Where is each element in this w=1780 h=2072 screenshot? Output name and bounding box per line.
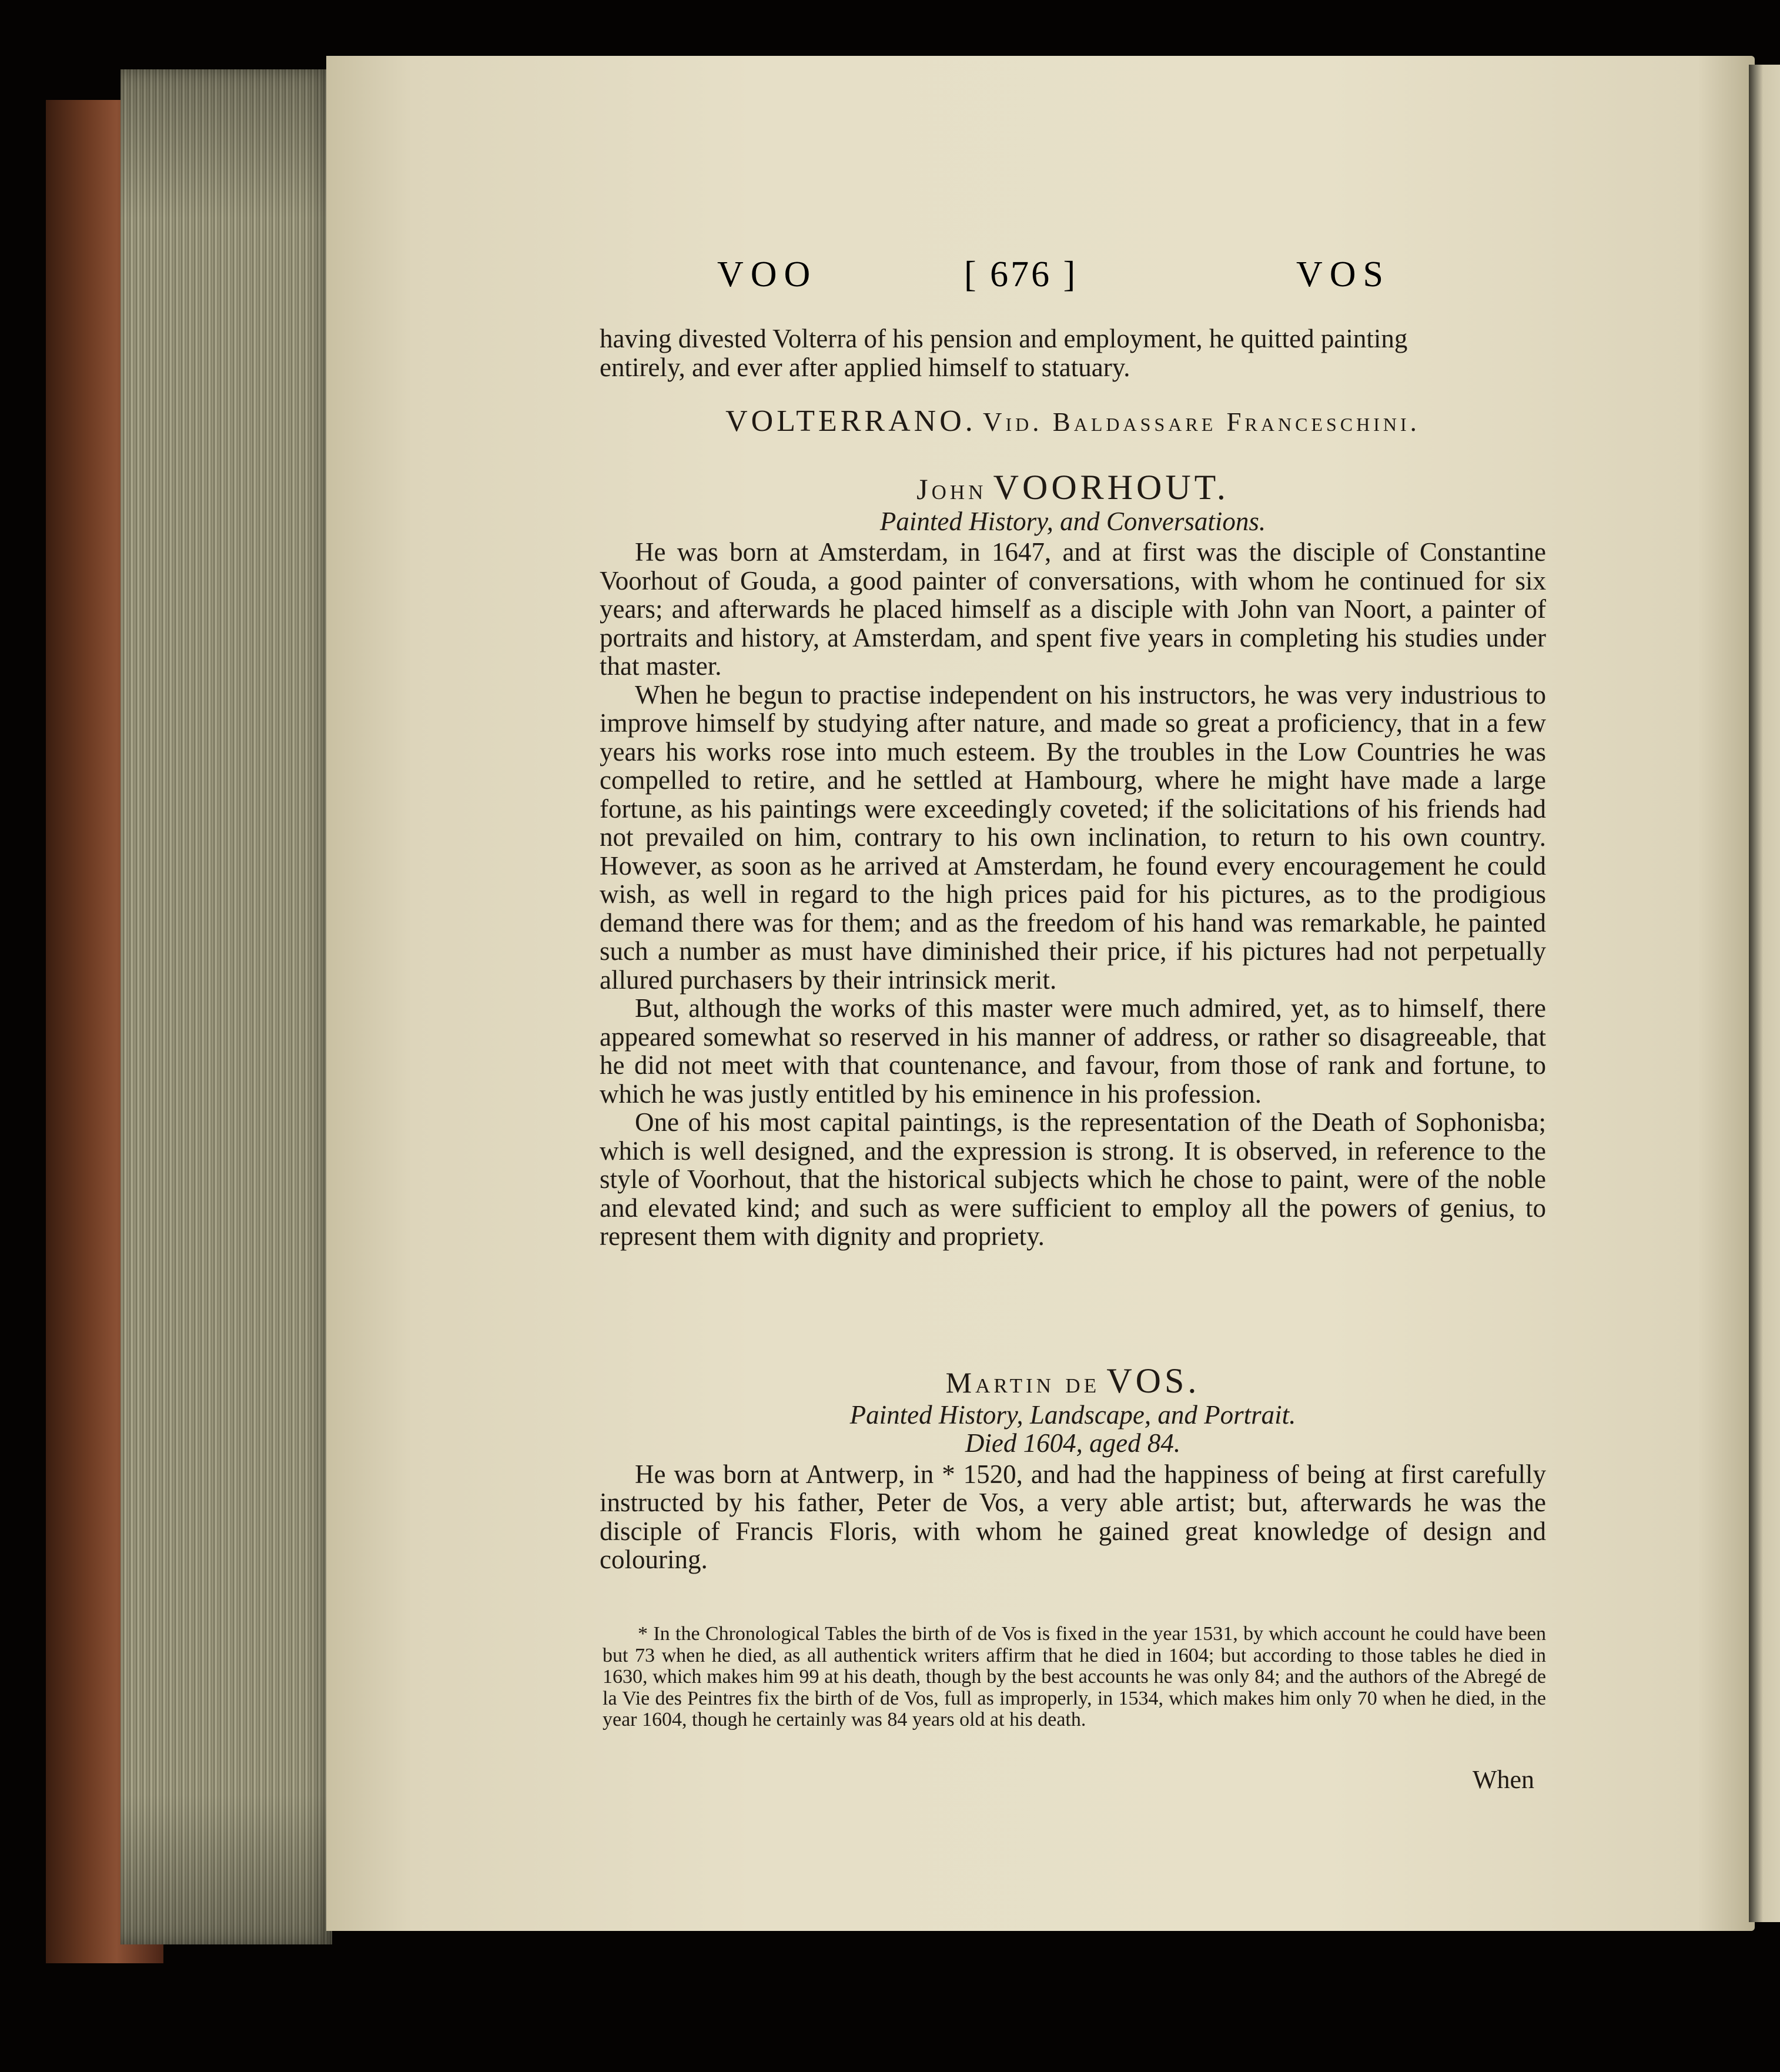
intro-line: entirely, and ever after applied himself to statuary.: [600, 352, 1130, 382]
devos-entry: [600, 1361, 1546, 1574]
paragraph: He was born at Antwerp, in * 1520, and had the happiness of being at first carefully instructed by his father, Peter de Vos, a very able artist; but, afterwards he was the disciple of Francis Floris, with whom he gained great knowledge of design and colouring.: [600, 1459, 1546, 1574]
paragraph: He was born at Amsterdam, in 1647, and at first was the disciple of Constantine Voorhout of Gouda, a good painter of conversations, with whom he continued for six years; and afterwards he placed himself as a disciple with John van Noort, a painter of portraits and history, at Amsterdam, and spent five years in completing his studies under that master.: [600, 537, 1546, 681]
volterrano-entry: [600, 404, 1546, 438]
volterrano-name: VOLTERRANO.: [725, 404, 976, 438]
footnote-text: * In the Chronological Tables the birth of de Vos is fixed in the year 1531, by which account he could have been but 73 when he died, as all authentick writers affirm that he died in 1604; but according to those tables he died in 1630, which makes him 99 at his death, though by the best accounts he was only 84; and the authors of the Abregé de la Vie des Peintres fix the birth of de Vos, full as improperly, in 1534, which makes him only 70 when he died, in the year 1604, though he certainly was 84 years old at his death.: [603, 1623, 1546, 1730]
voorhout-heading: [600, 468, 1546, 507]
devos-surname: VOS.: [1106, 1361, 1200, 1400]
catchword: When: [1473, 1765, 1535, 1794]
running-head-left: VOO: [717, 255, 818, 294]
footnote: [603, 1624, 1546, 1731]
paragraph: One of his most capital paintings, is the representation of the Death of Sophonisba; which is well designed, and the expression is strong. It is observed, in reference to the style of Voorhout, that the historical subjects which he chose to paint, were of the noble and elevated kind; and such as were sufficient to employ all the powers of genius, to represent them with dignity and propriety.: [600, 1107, 1546, 1251]
page-number: [ 676 ]: [964, 255, 1078, 294]
voorhout-surname: VOORHOUT.: [993, 468, 1229, 507]
facing-page-edge: [1749, 65, 1780, 1922]
running-head: [600, 254, 1423, 295]
devos-subtitle: Painted History, Landscape, and Portrait.: [849, 1400, 1296, 1430]
voorhout-first-name: John: [916, 473, 987, 506]
voorhout-entry: [600, 468, 1546, 1251]
paragraph: But, although the works of this master were much admired, yet, as to himself, there appeared somewhat so reserved in his manner of address, or rather so disagreeable, that he did not meet with that countenance, and favour, from those of rank and fortune, to which he was justly entitled by his eminence in his profession.: [600, 993, 1546, 1109]
intro-text: [600, 324, 1546, 381]
devos-first-name: Martin de: [945, 1366, 1100, 1399]
intro-line: having divested Volterra of his pension and employment, he quitted painting: [600, 324, 1408, 353]
page-block-edges: [121, 69, 332, 1944]
running-head-right: VOS: [1296, 255, 1391, 294]
devos-died: Died 1604, aged 84.: [965, 1428, 1181, 1458]
voorhout-subtitle: Painted History, and Conversations.: [879, 506, 1266, 536]
volterrano-reference: Vid. Baldassare Franceschini.: [983, 407, 1420, 437]
paragraph: When he begun to practise independent on his instructors, he was very industrious to improve himself by studying after nature, and made so great a proficiency, that in a few years his works rose into much esteem. By the troubles in the Low Countries he was compelled to retire, and he settled at Hambourg, where he might have made a large fortune, as his paintings were exceedingly coveted; if the solicitations of his friends had not prevailed on him, contrary to his own inclination, to return to his own country. However, as soon as he arrived at Amsterdam, he found every encouragement he could wish, as well in regard to the high prices paid for his pictures, as to the prodigious demand there was for them; and as the freedom of his hand was remarkable, he painted such a number as must have diminished their price, if his pictures had not perpetually allured purchasers by their intrinsick merit.: [600, 679, 1546, 995]
devos-heading: [600, 1361, 1546, 1400]
